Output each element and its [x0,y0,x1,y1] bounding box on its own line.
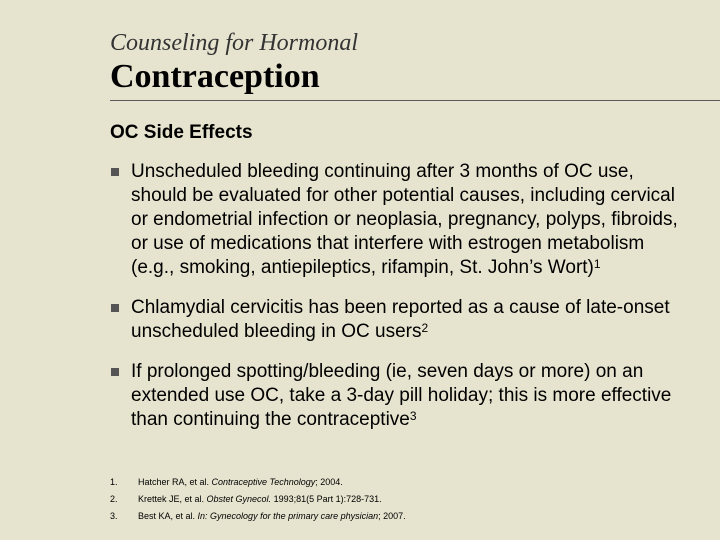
square-bullet-icon [111,368,119,376]
reference-details: ; 2007. [378,511,406,521]
title-divider [110,100,720,101]
slide-title: Contraception [110,58,320,95]
square-bullet-icon [111,168,119,176]
reference-item-2 [110,491,710,508]
reference-authors: Best KA, et al. [138,511,198,521]
bullet-item-1 [110,160,690,280]
section-heading: OC Side Effects [110,122,253,143]
reference-source: Contraceptive Technology [211,477,316,487]
reference-item-1 [110,474,710,491]
reference-authors: Hatcher RA, et al. [138,477,212,487]
reference-source: Obstet Gynecol. [206,494,272,504]
bullet-reference-number: 2 [421,321,429,335]
reference-source: In: Gynecology for the primary care physician [197,511,379,521]
square-bullet-icon [111,304,119,312]
bullet-reference-number: 1 [593,257,601,271]
reference-details: 1993;81(5 Part 1):728-731. [271,494,382,504]
bullet-item-3 [110,360,690,432]
reference-details: ; 2004. [315,477,343,487]
bullet-text: Unscheduled bleeding continuing after 3 months of OC use, should be evaluated for other potential causes, including cervical or endometrial infection or neoplasia, pregnancy, polyps, fibroids, or use of medications that interfere with estrogen metabolism (e.g., smoking, antiepileptics, rifampin, St. John’s Wort) [131,161,678,278]
slide-subtitle: Counseling for Hormonal [110,30,359,56]
bullet-item-2 [110,296,690,344]
reference-number: 1. [110,477,118,487]
bullet-reference-number: 3 [409,409,417,423]
reference-item-3 [110,508,710,525]
bullet-list [110,160,690,432]
reference-authors: Krettek JE, et al. [138,494,207,504]
reference-number: 2. [110,494,118,504]
bullet-text: Chlamydial cervicitis has been reported as a cause of late-onset unscheduled bleeding in OC users [131,297,670,342]
reference-list [110,474,710,525]
reference-number: 3. [110,511,118,521]
bullet-text: If prolonged spotting/bleeding (ie, seven days or more) on an extended use OC, take a 3-day pill holiday; this is more effective than continuing the contraceptive [131,361,672,430]
